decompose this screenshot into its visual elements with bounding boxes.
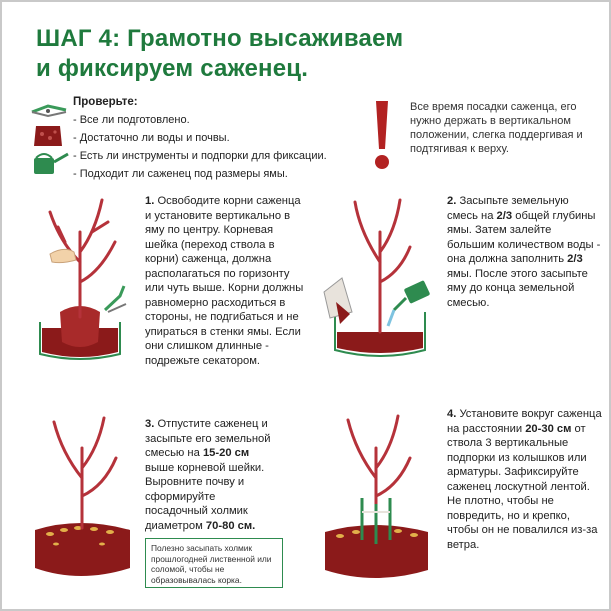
step-text-part: Отпустите саженец и засыпьте его земельной смесью на <box>145 418 271 459</box>
step-text-bold: 2/3 <box>496 209 513 222</box>
step-1 <box>145 194 305 368</box>
step-3 <box>145 417 280 533</box>
step-4 <box>447 407 602 552</box>
step-text-part: Установите вокруг саженца на расстоянии <box>447 408 602 435</box>
hand-icon <box>50 249 76 262</box>
tip-box: Полезно засыпать холмик прошлогодней лиственной или соломой, чтобы не образовывалась корка. <box>145 538 283 588</box>
illustration-step-3 <box>20 408 145 598</box>
checklist-item: - Все ли подготовлено. <box>73 114 190 126</box>
step-text-bold: 70-80 см. <box>205 519 256 532</box>
step-text-part: ямы. После этого засыпьте яму до конца земельной смесью. <box>447 267 588 309</box>
watering-can-icon <box>388 280 430 326</box>
step-2 <box>447 194 602 310</box>
step-text: Освободите корни саженца и установите вертикально в яму по центру. Корневая шейка (переход ствола в корни) саженца, должна располагаться по горизонту или чуть выше. Корни должны равномерно расходиться в стороны, не подгибаться и не упираться в стенки ямы. Если они слишком длинные - подрежьте секатором. <box>145 195 304 367</box>
sapling <box>54 418 116 528</box>
checklist <box>73 111 327 183</box>
step-number: 1. <box>145 195 155 207</box>
title-line-2: и фиксируем саженец. <box>36 55 309 82</box>
page-title <box>36 24 556 84</box>
notice-text: Все время посадки саженца, его нужно держать в вертикальном положении, слегка поддергивая и подтягивая к верху. <box>410 101 583 155</box>
illustration-step-4 <box>310 408 440 598</box>
checklist-item: - Есть ли инструменты и подпорки для фиксации. <box>73 150 327 162</box>
illustration-step-2 <box>310 192 440 372</box>
secateurs-icon <box>105 286 126 312</box>
secateurs-icon <box>32 106 66 116</box>
step-text-bold: 20-30 см <box>525 422 572 435</box>
step-text-bold: 15-20 см <box>202 447 250 459</box>
title-line-1: ШАГ 4: Грамотно высаживаем <box>36 25 404 52</box>
step-number: 3. <box>145 418 155 430</box>
step-number: 2. <box>447 195 457 207</box>
exclamation-icon <box>372 101 392 171</box>
illustration-step-1 <box>20 192 140 372</box>
checklist-item: - Подходит ли саженец под размеры ямы. <box>73 168 288 180</box>
step-text-part: от ствола 3 вертикальные подпорки из колышков или арматуры. Зафиксируйте саженец лоскутной лентой. Не плотно, чтобы не повредить, но и крепко, чтобы он не повалился из-за ветра. <box>447 422 598 551</box>
soil-bag-icon <box>324 278 352 324</box>
step-number: 4. <box>447 408 457 420</box>
soil-layer <box>337 332 423 353</box>
watering-can-icon <box>34 154 68 174</box>
step-text-part: общей глубины ямы. Затем залейте большим количеством воды - она должна заполнить <box>447 209 601 265</box>
soil-bag-icon <box>34 126 62 146</box>
step-text-part: выше корневой шейки. Выровните почву и сформируйте посадочный холмик диаметром <box>145 461 265 532</box>
soil-mound <box>35 523 130 576</box>
step-text-bold: 2/3 <box>567 253 583 265</box>
step-text-part: Засыпьте земельную смесь на <box>447 195 569 222</box>
checklist-item: - Достаточно ли воды и почвы. <box>73 132 230 144</box>
tools-icons-group <box>26 98 72 182</box>
sapling <box>355 200 410 332</box>
checklist-heading: Проверьте: <box>73 96 138 108</box>
